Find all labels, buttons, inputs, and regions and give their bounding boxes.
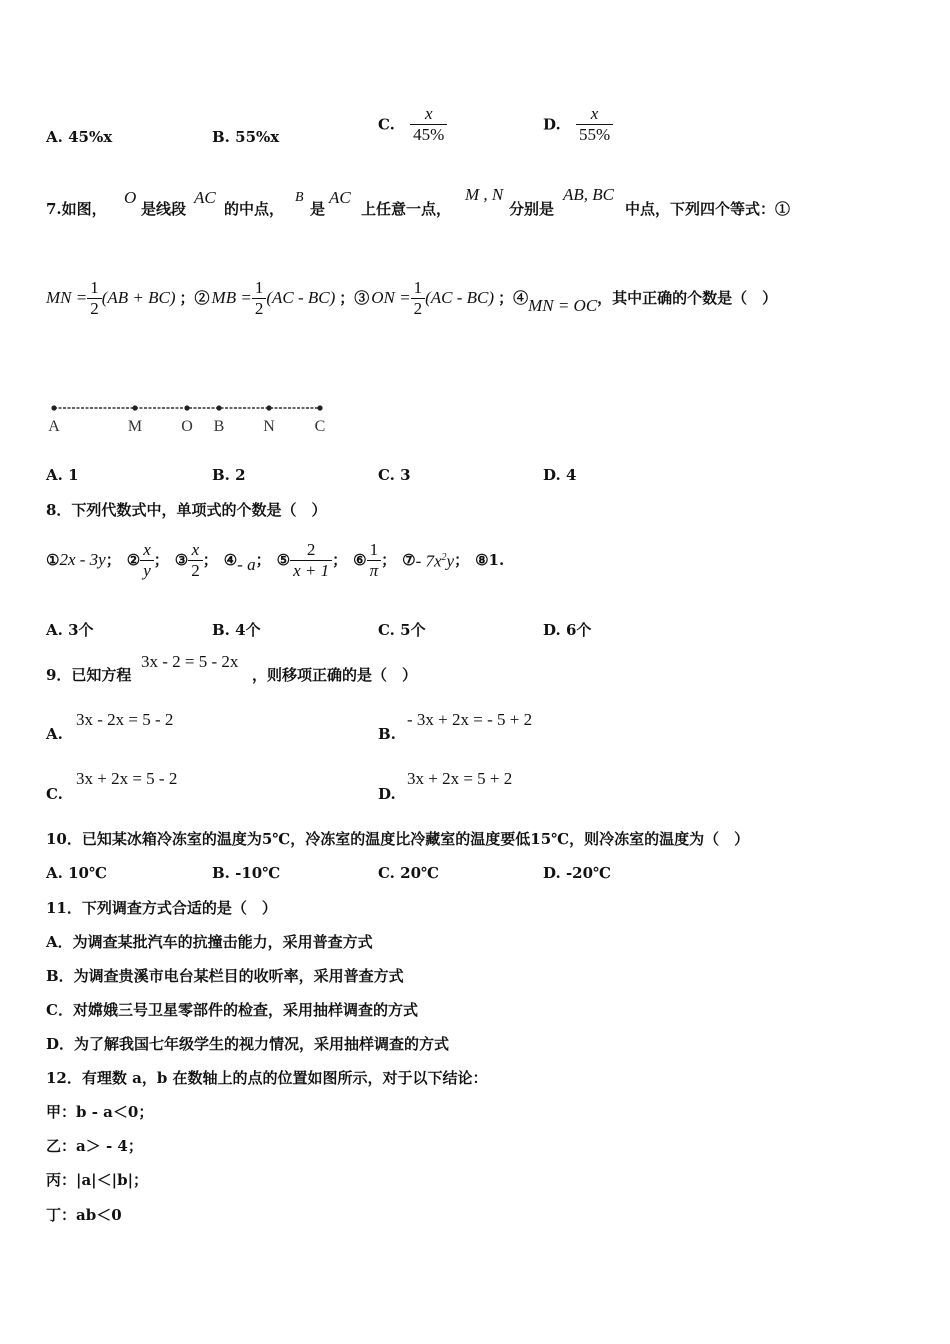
q6-option-d[interactable]: D. $\frac{x}{55\%}$ xyxy=(543,104,613,145)
segment-point-b xyxy=(216,405,221,410)
q9-stem-tail: ，则移项正确的是（ ） xyxy=(252,666,418,684)
q10-option-d[interactable]: D. -20℃ xyxy=(543,864,612,882)
fraction: $\frac{x}{y}$ xyxy=(140,540,154,581)
segment-point-n xyxy=(266,405,271,410)
q7-text: 是线段 xyxy=(141,200,187,218)
q9-option-b[interactable]: - 3x + 2x = - 5 + 2 xyxy=(407,710,533,729)
math-ac: AC xyxy=(329,188,351,207)
q10-stem: 10．已知某冰箱冷冻室的温度为5℃，冷冻室的温度比冷藏室的温度要低15℃，则冷冻室的温度为（ ） xyxy=(46,830,750,848)
q6-option-a[interactable]: A. 45%x xyxy=(46,128,113,146)
q7-option-b[interactable]: B. 2 xyxy=(212,466,246,484)
segment-label-m: M xyxy=(127,418,143,435)
q10-option-a[interactable]: A. 10℃ xyxy=(46,864,107,882)
q7-option-a[interactable]: A. 1 xyxy=(46,466,79,484)
fraction-half: $\frac{1}{2}$ xyxy=(87,278,102,319)
q8-expressions: ① 2x - 3y ； ② $\frac{x}{y}$ ； ③ $\frac{x}{2}$ ； ④ - a ； ⑤ $\frac{2}{x + 1}$ ； ⑥ $\frac{1}{\pi}$ ； ⑦ - $7x^2y$ ； ⑧ 1. xyxy=(46,539,505,580)
segment-point-o xyxy=(184,405,189,410)
math-b: B xyxy=(295,190,304,205)
q9-equation: 3x - 2 = 5 - 2x xyxy=(141,652,239,671)
fraction: $\frac{x}{2}$ xyxy=(188,540,203,581)
segment-label-c: C xyxy=(314,418,326,435)
q7-equations: MN = $\frac{1}{2}$ (AB + BC) ；② MB = $\frac{1}{2}$ (AC - BC) ；③ ON = $\frac{1}{2}$ (AC - BC) ；④ MN = OC ，其中正确的个数是（ ） xyxy=(46,277,778,318)
q9-option-c-label[interactable]: C. xyxy=(46,785,63,803)
q8-stem: 8．下列代数式中，单项式的个数是（ ） xyxy=(46,501,327,519)
q7-option-c[interactable]: C. 3 xyxy=(378,466,411,484)
fraction-half: $\frac{1}{2}$ xyxy=(252,278,267,319)
q12-conclusion-jia: 甲：b - a＜0； xyxy=(46,1103,154,1121)
q8-option-c[interactable]: C. 5个 xyxy=(378,621,426,639)
q11-stem: 11．下列调查方式合适的是（ ） xyxy=(46,899,277,917)
q12-conclusion-ding: 丁：ab＜0 xyxy=(46,1206,122,1224)
q6-option-b[interactable]: B. 55%x xyxy=(212,128,280,146)
segment-label-o: O xyxy=(181,418,193,435)
math-mn: M , N xyxy=(465,185,504,204)
fraction-half: $\frac{1}{2}$ xyxy=(411,278,426,319)
q8-option-b[interactable]: B. 4个 xyxy=(212,621,261,639)
q9-option-b-label[interactable]: B. xyxy=(378,725,396,743)
fraction: $\frac{x}{55\%}$ xyxy=(576,104,613,145)
math-ab-bc: AB, BC xyxy=(563,185,614,204)
q10-option-b[interactable]: B. -10℃ xyxy=(212,864,281,882)
q12-conclusion-yi: 乙：a＞ - 4； xyxy=(46,1137,143,1155)
segment-point-c xyxy=(317,405,322,410)
q11-option-b[interactable]: B．为调查贵溪市电台某栏目的收听率，采用普查方式 xyxy=(46,967,404,985)
q11-option-d[interactable]: D．为了解我国七年级学生的视力情况，采用抽样调查的方式 xyxy=(46,1035,450,1053)
q11-option-c[interactable]: C．对嫦娥三号卫星零部件的检查，采用抽样调查的方式 xyxy=(46,1001,418,1019)
q9-option-a[interactable]: 3x - 2x = 5 - 2 xyxy=(76,710,174,729)
q10-option-c[interactable]: C. 20℃ xyxy=(378,864,439,882)
fraction: $\frac{x}{45\%}$ xyxy=(410,104,447,145)
q8-option-a[interactable]: A. 3个 xyxy=(46,621,94,639)
q9-option-a-label[interactable]: A. xyxy=(46,725,63,743)
q12-stem: 12．有理数 a，b 在数轴上的点的位置如图所示，对于以下结论： xyxy=(46,1069,488,1087)
q9-option-d-label[interactable]: D. xyxy=(378,785,396,803)
q9-stem: 9．已知方程 xyxy=(46,666,132,684)
q7-stem: 7.如图， xyxy=(46,200,107,218)
q7-text: 是 xyxy=(310,200,326,218)
math-o: O xyxy=(124,188,137,207)
q7-text: 的中点， xyxy=(224,200,285,218)
fraction: $\frac{2}{x + 1}$ xyxy=(290,540,332,581)
segment-label-n: N xyxy=(263,418,275,435)
segment-point-m xyxy=(132,405,137,410)
q7-option-d[interactable]: D. 4 xyxy=(543,466,577,484)
fraction: $\frac{1}{\pi}$ xyxy=(367,540,382,581)
math-ac: AC xyxy=(194,188,216,207)
q8-option-d[interactable]: D. 6个 xyxy=(543,621,592,639)
q11-option-a[interactable]: A．为调查某批汽车的抗撞击能力，采用普查方式 xyxy=(46,933,373,951)
segment-label-b: B xyxy=(213,418,225,435)
segment-diagram xyxy=(46,398,346,442)
q9-option-d[interactable]: 3x + 2x = 5 + 2 xyxy=(407,769,513,788)
q7-text: 上任意一点， xyxy=(361,200,452,218)
segment-point-a xyxy=(51,405,56,410)
q6-option-c[interactable]: C. $\frac{x}{45\%}$ xyxy=(378,104,447,145)
segment-label-a: A xyxy=(48,418,60,435)
q12-conclusion-bing: 丙：|a|＜|b|； xyxy=(46,1171,149,1189)
q9-option-c[interactable]: 3x + 2x = 5 - 2 xyxy=(76,769,178,788)
q7-text: 分别是 xyxy=(509,200,555,218)
q7-text: 中点，下列四个等式：① xyxy=(625,200,791,218)
